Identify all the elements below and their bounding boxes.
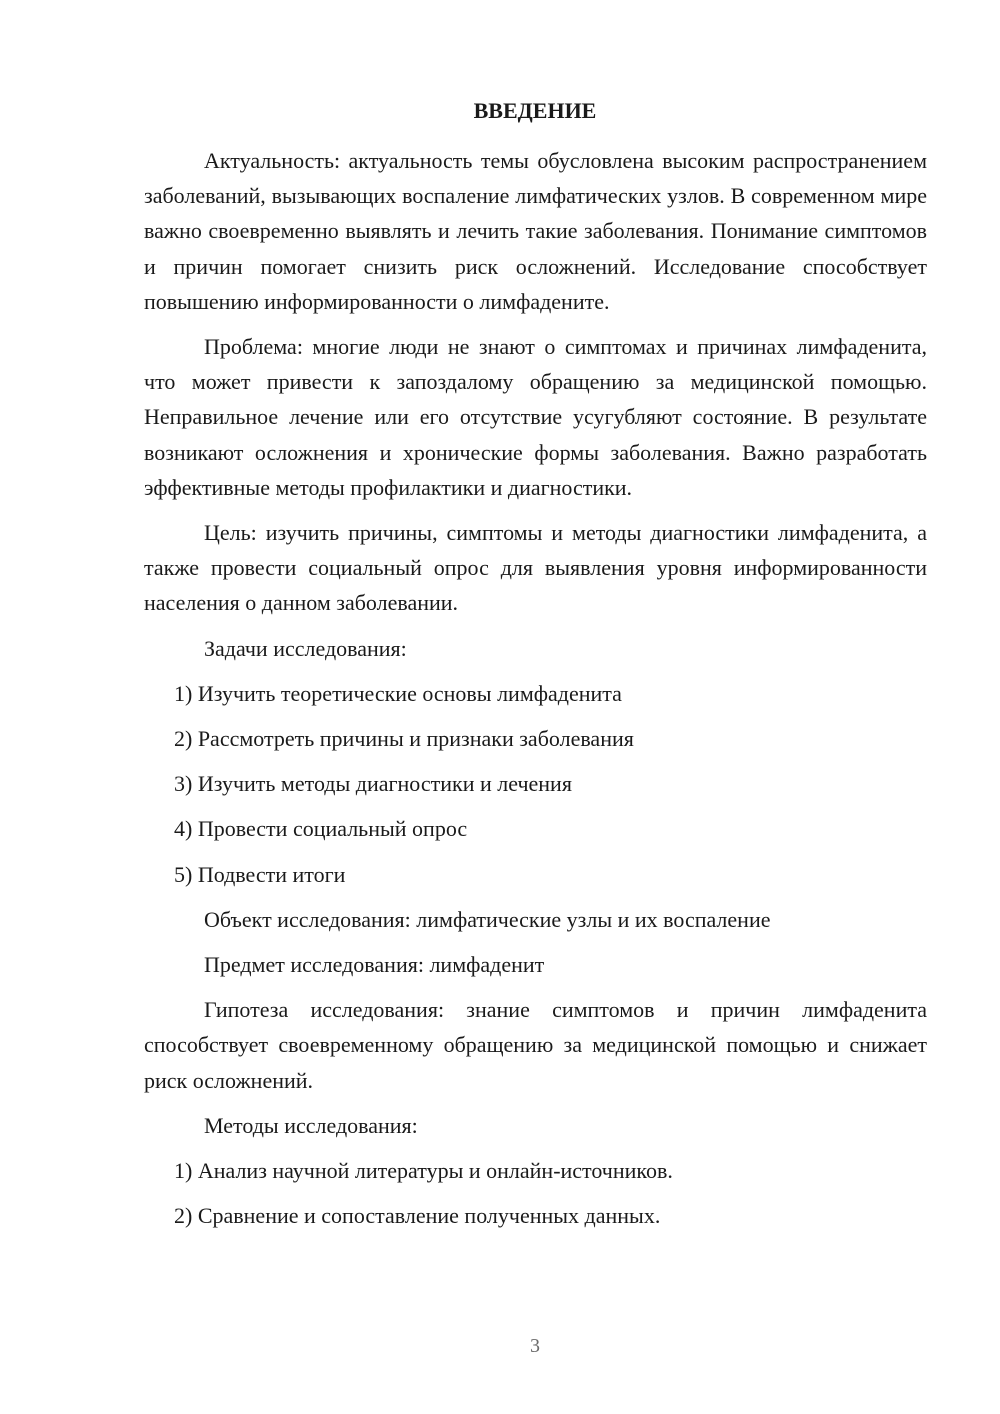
task-item: 3) Изучить методы диагностики и лечения: [174, 771, 572, 797]
problem-paragraph: Проблема: многие люди не знают о симптомах и причинах лимфаденита, что может привести к запоздалому обращению за медицинской помощью. Неправильное лечение или его отсутствие усугубляют состояние. В результате возникают осложнения и хронические формы заболевания. Важно разработать эффективные методы профилактики и диагностики.: [144, 334, 927, 500]
method-item: 1) Анализ научной литературы и онлайн-источников.: [174, 1158, 673, 1184]
research-object: Объект исследования: лимфатические узлы и их воспаление: [204, 906, 771, 932]
research-subject: Предмет исследования: лимфаденит: [204, 952, 545, 978]
page-number: 3: [530, 1335, 540, 1357]
method-item: 2) Сравнение и сопоставление полученных данных.: [174, 1203, 661, 1229]
task-item: 4) Провести социальный опрос: [174, 816, 468, 842]
task-item: 2) Рассмотреть причины и признаки заболевания: [174, 726, 634, 752]
task-item: 5) Подвести итоги: [174, 861, 346, 887]
goal-paragraph: Цель: изучить причины, симптомы и методы диагностики лимфаденита, а также провести социальный опрос для выявления уровня информированности населения о данном заболевании.: [144, 520, 927, 616]
document-body: [144, 143, 927, 1243]
task-item: 1) Изучить теоретические основы лимфаденита: [174, 680, 622, 706]
section-title: ВВЕДЕНИЕ: [473, 98, 597, 123]
relevance-paragraph: Актуальность: актуальность темы обусловлена высоким распространением заболеваний, вызывающих воспаление лимфатических узлов. В современном мире важно своевременно выявлять и лечить такие заболевания. Понимание симптомов и причин помогает снизить риск осложнений. Исследование способствует повышению информированности о лимфадените.: [144, 148, 927, 314]
hypothesis-paragraph: Гипотеза исследования: знание симптомов и причин лимфаденита способствует своевременному обращению за медицинской помощью и снижает риск осложнений.: [144, 997, 927, 1093]
tasks-heading: Задачи исследования:: [204, 635, 407, 661]
methods-heading: Методы исследования:: [204, 1112, 418, 1138]
